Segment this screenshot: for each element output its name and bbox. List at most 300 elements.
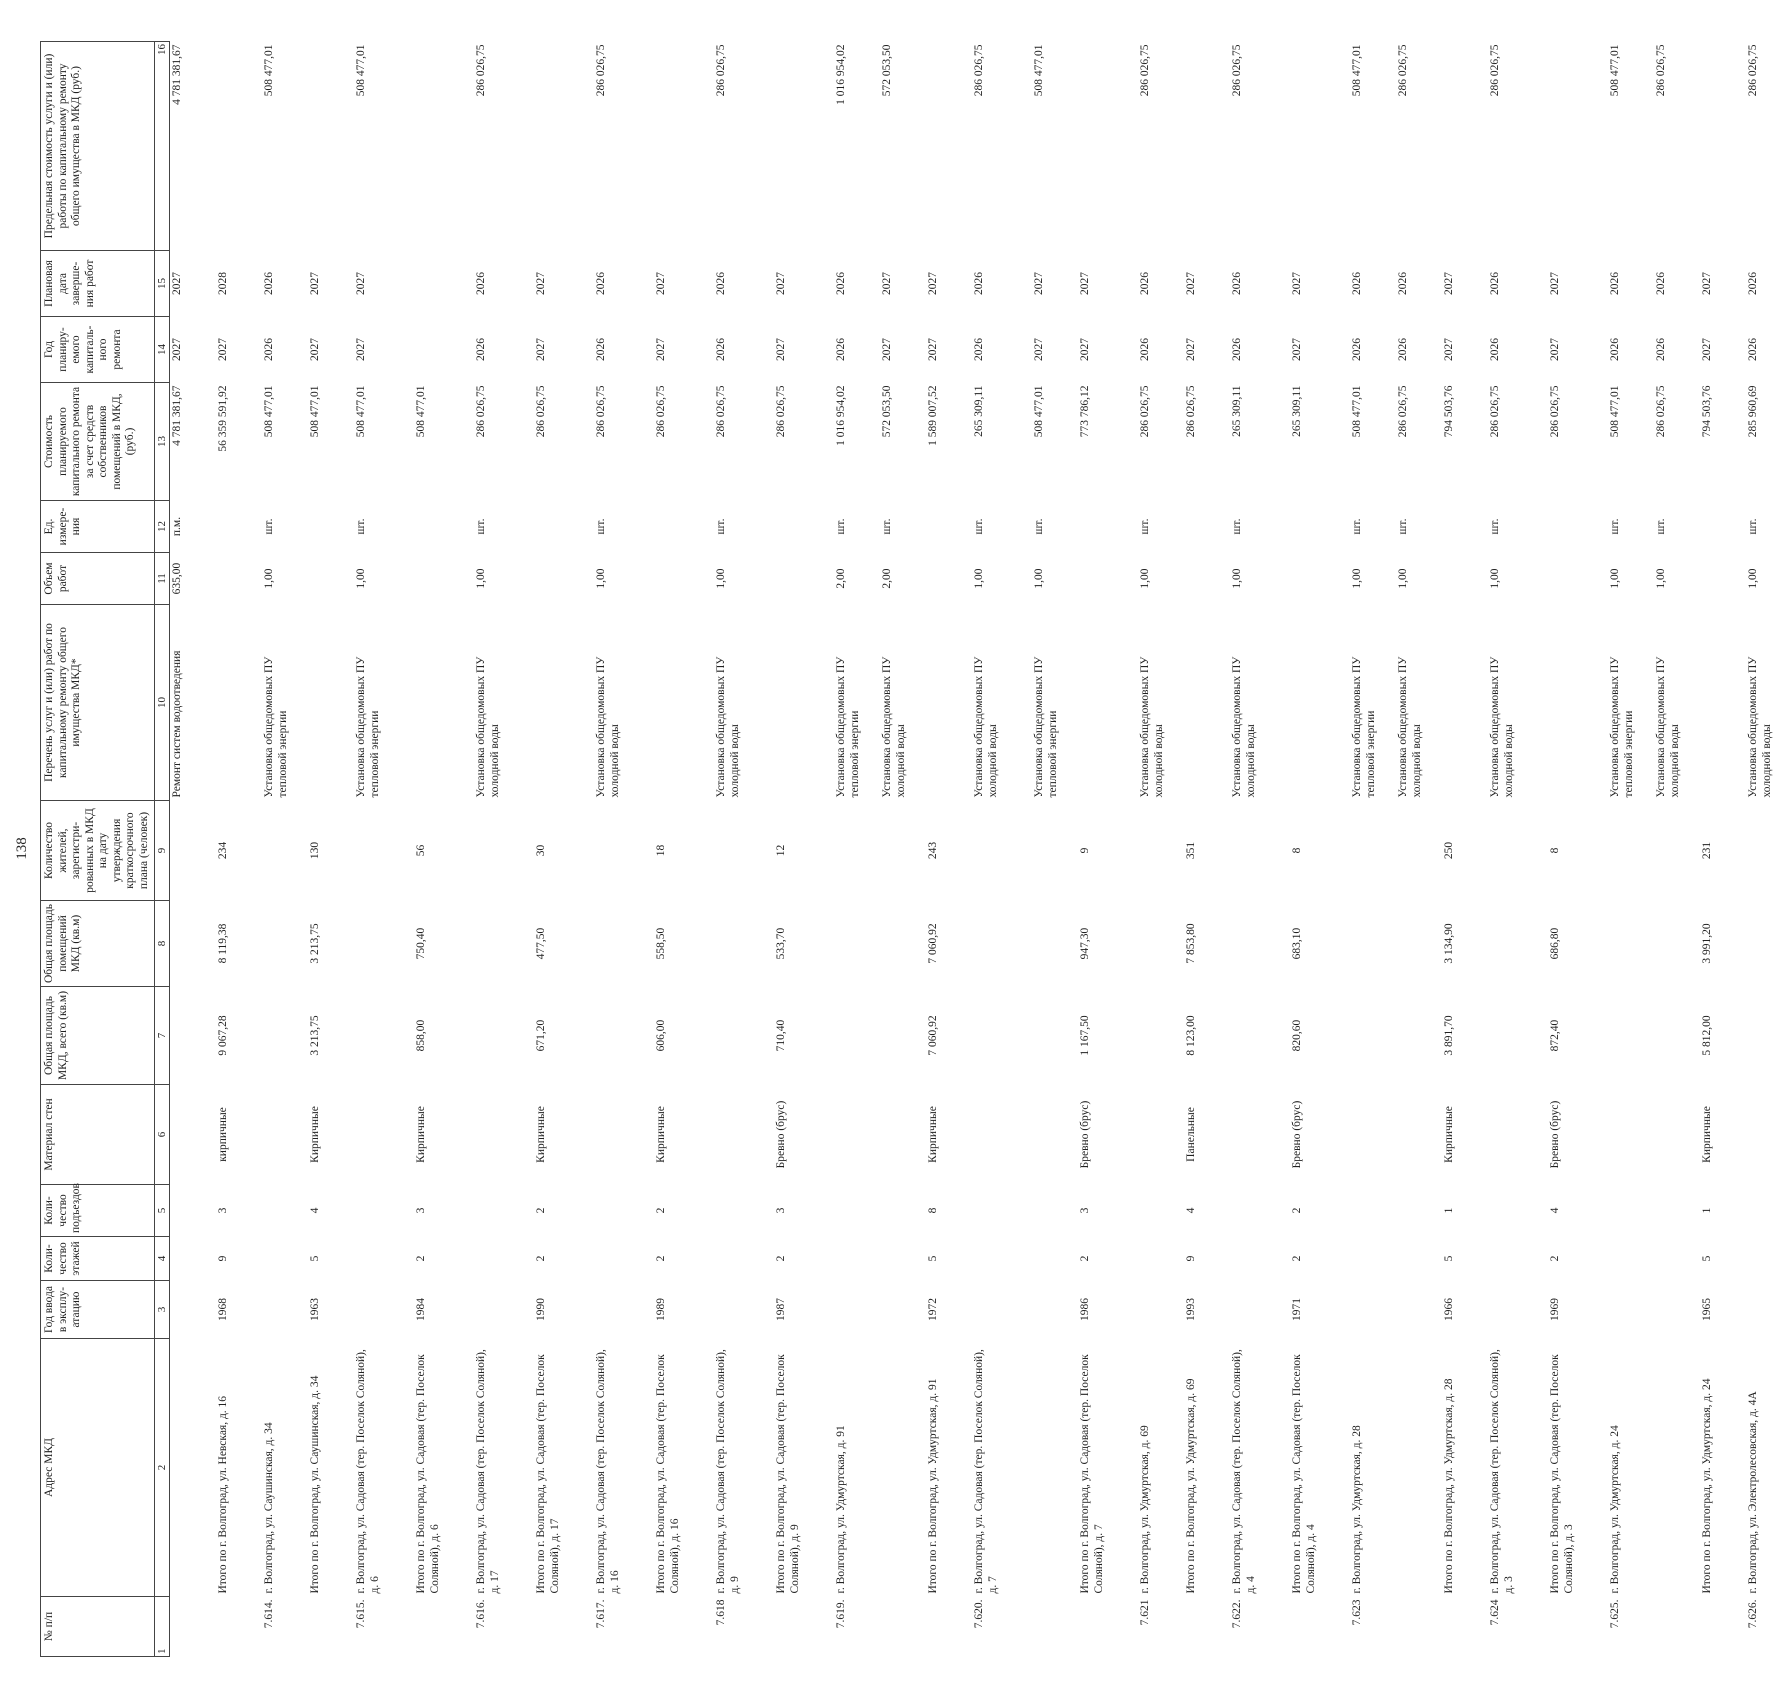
table-cell-col-12 — [926, 501, 972, 553]
table-cell-col-4 — [1488, 1237, 1548, 1281]
table-cell-col-15 — [414, 251, 474, 317]
table-cell-col-8 — [354, 901, 414, 987]
table-cell-col-11: 1,00 — [1397, 568, 1410, 589]
table-cell-col-13: 265 309,11 — [1231, 385, 1244, 437]
table-cell-col-13: 508 477,01 — [415, 385, 428, 438]
table-cell-col-7: 820,60 — [1291, 1019, 1304, 1052]
table-cell-col-2 — [1032, 1339, 1078, 1597]
table-cell-col-15: 2026 — [973, 272, 986, 295]
table-cell-col-8 — [834, 901, 880, 987]
table-cell-col-15: 2026 — [1139, 272, 1152, 295]
table-cell-col-16 — [1700, 42, 1746, 251]
table-cell-col-3 — [1608, 1281, 1654, 1339]
table-cell-col-5: 4 — [1185, 1207, 1198, 1214]
table-cell-col-2 — [880, 1339, 926, 1597]
table-cell-col-11 — [1078, 553, 1138, 605]
table-cell-col-12: шт. — [973, 518, 986, 535]
table-cell-col-5: 2 — [655, 1207, 668, 1214]
table-cell-col-2: г. Волгоград, ул. Удмуртская, д. 28 — [1351, 1425, 1364, 1594]
table-cell-col-3 — [1746, 1281, 1792, 1339]
table-cell-col-16 — [654, 42, 714, 251]
table-cell-col-6 — [1608, 1085, 1654, 1185]
header-cell: Количество жителей, зарегистри-рованных в МКД на дату утверждения краткосрочного плана (человек) — [41, 801, 155, 901]
table-cell-col-7: 3 213,75 — [309, 1015, 322, 1056]
table-cell-col-8: 683,10 — [1291, 927, 1304, 960]
table-cell-col-16: 286 026,75 — [1139, 44, 1152, 97]
table-cell-col-14: 2027 — [1291, 338, 1304, 361]
table-cell-col-6 — [714, 1085, 774, 1185]
table-cell-col-8 — [1746, 901, 1792, 987]
table-cell-col-2: г. Волгоград, ул. Электролесовская, д. 4А — [1747, 1391, 1760, 1594]
table-row — [354, 42, 414, 1657]
table-cell-col-14: 2027 — [1185, 338, 1198, 361]
table-cell-col-2: Итого по г. Волгоград, ул. Садовая (тер. Поселок Соляной), д. 9 — [775, 1354, 802, 1594]
table-cell-col-2 — [170, 1339, 217, 1597]
table-cell-col-12 — [1078, 501, 1138, 553]
table-cell-col-10: Установка общедомовых ПУ тепловой энергии — [835, 656, 862, 798]
table-cell-col-9 — [170, 801, 217, 901]
table-row — [1230, 42, 1290, 1657]
table-cell-col-2: г. Волгоград, ул. Садовая (тер. Поселок Соляной), д. 6 — [355, 1349, 382, 1594]
table-cell-col-10 — [1548, 605, 1608, 801]
table-cell-col-8: 947,30 — [1079, 927, 1092, 960]
table-cell-col-1 — [534, 1597, 594, 1657]
table-cell-col-16: 286 026,75 — [1655, 44, 1668, 97]
table-cell-col-13: 286 026,75 — [1549, 385, 1562, 438]
table-cell-col-13: 265 309,11 — [973, 385, 986, 437]
table-cell-col-14: 2027 — [1443, 338, 1456, 361]
table-cell-col-4: 2 — [1079, 1255, 1092, 1262]
table-cell-col-10: Установка общедомовых ПУ холодной воды — [1231, 656, 1258, 798]
table-cell-col-3: 1990 — [535, 1298, 548, 1321]
table-cell-col-3 — [1032, 1281, 1078, 1339]
table-cell-col-15: 2027 — [1443, 272, 1456, 295]
table-cell-col-8 — [1654, 901, 1700, 987]
table-cell-col-9 — [1746, 801, 1792, 901]
table-cell-col-16: 508 477,01 — [1033, 44, 1046, 97]
table-cell-col-11 — [926, 553, 972, 605]
table-cell-col-8 — [972, 901, 1032, 987]
header-cell: Предельная стоимость услуги и (или) работы по капитальному ремонту общего имущества в МКД (руб.) — [41, 42, 155, 251]
table-row-total — [774, 42, 834, 1657]
table-cell-col-1: 7.624 — [1489, 1599, 1502, 1626]
table-cell-col-6: Бревно (брус) — [1549, 1100, 1562, 1169]
table-cell-col-8: 7 853,80 — [1185, 923, 1198, 964]
table-cell-col-13: 286 026,75 — [1139, 385, 1152, 438]
table-cell-col-11: 1,00 — [1033, 568, 1046, 589]
table-cell-col-15: 2026 — [1747, 272, 1760, 295]
table-cell-col-16: 508 477,01 — [355, 44, 368, 97]
table-cell-col-14: 2027 — [1549, 338, 1562, 361]
table-cell-col-4: 5 — [1443, 1255, 1456, 1262]
table-cell-col-13: 286 026,75 — [1489, 385, 1502, 438]
header-cell: Общая площадь помещений МКД (кв.м) — [41, 901, 155, 987]
table-cell-col-9: 8 — [1549, 847, 1562, 854]
table-cell-col-7: 7 060,92 — [927, 1015, 940, 1056]
table-cell-col-8 — [1032, 901, 1078, 987]
table-row-total — [1078, 42, 1138, 1657]
table-cell-col-15: 2026 — [715, 272, 728, 295]
table-cell-col-1 — [216, 1597, 262, 1657]
table-cell-col-2 — [1396, 1339, 1442, 1597]
table-cell-col-13: 286 026,75 — [535, 385, 548, 438]
table-cell-col-14: 2026 — [1489, 338, 1502, 361]
table-cell-col-9 — [1230, 801, 1290, 901]
table-row — [1488, 42, 1548, 1657]
table-cell-col-15: 2027 — [171, 272, 184, 295]
table-cell-col-8 — [262, 901, 308, 987]
table-cell-col-11 — [1548, 553, 1608, 605]
table-cell-col-14: 2027 — [775, 338, 788, 361]
table-cell-col-11: 1,00 — [973, 568, 986, 589]
table-cell-col-10: Установка общедомовых ПУ холодной воды — [1747, 656, 1774, 798]
table-cell-col-12 — [308, 501, 354, 553]
table-row-total — [308, 42, 354, 1657]
table-cell-col-7 — [972, 987, 1032, 1085]
table-cell-col-16 — [1290, 42, 1350, 251]
table-cell-col-16 — [1548, 42, 1608, 251]
table-cell-col-14: 2027 — [881, 338, 894, 361]
table-cell-col-15: 2027 — [1549, 272, 1562, 295]
table-cell-col-13: 265 309,11 — [1291, 385, 1304, 437]
table-cell-col-6 — [170, 1085, 217, 1185]
table-cell-col-15: 2027 — [309, 272, 322, 295]
table-row — [1138, 42, 1184, 1657]
table-cell-col-12 — [414, 501, 474, 553]
table-cell-col-12 — [216, 501, 262, 553]
table-cell-col-5 — [170, 1185, 217, 1237]
table-cell-col-8 — [474, 901, 534, 987]
table-cell-col-1 — [1396, 1597, 1442, 1657]
table-cell-col-7: 606,00 — [655, 1019, 668, 1052]
table-cell-col-10 — [1290, 605, 1350, 801]
table-cell-col-12 — [1548, 501, 1608, 553]
table-cell-col-5: 1 — [1443, 1207, 1456, 1214]
table-cell-col-14: 2026 — [973, 338, 986, 361]
table-cell-col-6: Кирпичные — [309, 1106, 322, 1163]
table-cell-col-11: 1,00 — [1231, 568, 1244, 589]
table-cell-col-10 — [308, 605, 354, 801]
table-cell-col-8 — [1608, 901, 1654, 987]
table-cell-col-9 — [1032, 801, 1078, 901]
table-cell-col-9 — [880, 801, 926, 901]
table-cell-col-3: 1993 — [1185, 1298, 1198, 1321]
table-cell-col-12: шт. — [835, 518, 848, 535]
table-cell-col-2: Итого по г. Волгоград, ул. Удмуртская, д. 69 — [1185, 1378, 1198, 1594]
column-number: 16 — [154, 42, 170, 251]
table-cell-col-13: 286 026,75 — [655, 385, 668, 438]
table-cell-col-7: 710,40 — [775, 1019, 788, 1052]
table-cell-col-8 — [1138, 901, 1184, 987]
table-cell-col-4 — [880, 1237, 926, 1281]
table-cell-col-5: 1 — [1701, 1207, 1714, 1214]
table-cell-col-3: 1971 — [1291, 1298, 1304, 1321]
table-cell-col-4 — [714, 1237, 774, 1281]
header-cell: Стоимость планируемого капитального ремонта за счет средств собственников помещений в МКД, (руб.) — [41, 383, 155, 501]
table-cell-col-6 — [1488, 1085, 1548, 1185]
table-cell-col-3 — [1138, 1281, 1184, 1339]
table-cell-col-8: 558,50 — [655, 927, 668, 960]
table-cell-col-9 — [1396, 801, 1442, 901]
table-cell-col-15: 2027 — [1185, 272, 1198, 295]
table-cell-col-9: 250 — [1443, 841, 1456, 860]
table-cell-col-1: 7.622. — [1231, 1599, 1244, 1629]
table-cell-col-7 — [1350, 987, 1396, 1085]
table-cell-col-4: 2 — [1549, 1255, 1562, 1262]
table-cell-col-10 — [774, 605, 834, 801]
table-cell-col-7: 858,00 — [415, 1019, 428, 1052]
table-cell-col-5 — [1230, 1185, 1290, 1237]
table-cell-col-3 — [1230, 1281, 1290, 1339]
table-cell-col-14: 2026 — [475, 338, 488, 361]
table-row — [1396, 42, 1442, 1657]
table-cell-col-14: 2027 — [1701, 338, 1714, 361]
table-cell-col-5 — [354, 1185, 414, 1237]
table-cell-col-5 — [262, 1185, 308, 1237]
table-cell-col-16: 508 477,01 — [1609, 44, 1622, 97]
table-cell-col-8: 3 991,20 — [1701, 923, 1714, 964]
table-cell-col-12 — [1442, 501, 1488, 553]
table-cell-col-1 — [774, 1597, 834, 1657]
table-cell-col-10: Установка общедомовых ПУ холодной воды — [973, 656, 1000, 798]
column-number-row — [154, 42, 170, 1657]
table-cell-col-2: г. Волгоград, ул. Садовая (тер. Поселок Соляной), д. 3 — [1489, 1349, 1516, 1594]
table-cell-col-9 — [1654, 801, 1700, 901]
table-cell-col-16: 572 053,50 — [881, 44, 894, 97]
header-cell: Адрес МКД — [41, 1339, 155, 1597]
table-cell-col-2: Итого по г. Волгоград, ул. Садовая (тер. Поселок Соляной), д. 4 — [1291, 1354, 1318, 1594]
table-cell-col-8 — [1350, 901, 1396, 987]
column-number: 8 — [154, 901, 170, 987]
table-cell-col-15: 2027 — [1033, 272, 1046, 295]
table-cell-col-7 — [834, 987, 880, 1085]
table-cell-col-2: Итого по г. Волгоград, ул. Удмуртская, д. 91 — [927, 1378, 940, 1594]
table-cell-col-10 — [1442, 605, 1488, 801]
table-row-total — [1442, 42, 1488, 1657]
table-cell-col-12: шт. — [1655, 518, 1668, 535]
table-row — [880, 42, 926, 1657]
table-cell-col-6: Бревно (брус) — [1291, 1100, 1304, 1169]
table-cell-col-12: шт. — [881, 518, 894, 535]
table-cell-col-8: 477,50 — [535, 927, 548, 960]
column-number: 7 — [154, 987, 170, 1085]
table-cell-col-13: 286 026,75 — [1185, 385, 1198, 438]
column-number: 4 — [154, 1237, 170, 1281]
table-cell-col-11: 1,00 — [595, 568, 608, 589]
table-cell-col-1 — [654, 1597, 714, 1657]
column-number: 14 — [154, 317, 170, 383]
table-cell-col-2: Итого по г. Волгоград, ул. Садовая (тер. Поселок Соляной), д. 17 — [535, 1354, 562, 1594]
table-cell-col-15: 2028 — [217, 272, 230, 295]
table-cell-col-5 — [1138, 1185, 1184, 1237]
table-cell-col-2: г. Волгоград, ул. Садовая (тер. Поселок Соляной), д. 4 — [1231, 1349, 1258, 1594]
table-cell-col-5 — [1032, 1185, 1078, 1237]
table-cell-col-13: 286 026,75 — [595, 385, 608, 438]
header-cell: Год планиру-емого капиталь-ного ремонта — [41, 317, 155, 383]
table-cell-col-2: г. Волгоград, ул. Садовая (тер. Поселок Соляной), д. 7 — [973, 1349, 1000, 1594]
table-cell-col-7 — [594, 987, 654, 1085]
table-cell-col-4: 2 — [415, 1255, 428, 1262]
table-row — [972, 42, 1032, 1657]
table-cell-col-10 — [1078, 605, 1138, 801]
table-cell-col-5: 2 — [1291, 1207, 1304, 1214]
table-cell-col-11: 1,00 — [1609, 568, 1622, 589]
table-cell-col-4: 2 — [1291, 1255, 1304, 1262]
table-cell-col-1 — [926, 1597, 972, 1657]
table-cell-col-8 — [1396, 901, 1442, 987]
table-cell-col-1: 7.621 — [1139, 1599, 1152, 1626]
table-cell-col-12: шт. — [263, 518, 276, 535]
table-cell-col-5 — [1608, 1185, 1654, 1237]
table-cell-col-12 — [654, 501, 714, 553]
table-cell-col-3 — [1488, 1281, 1548, 1339]
table-cell-col-3 — [170, 1281, 217, 1339]
table-cell-col-6 — [1746, 1085, 1792, 1185]
table-cell-col-4: 5 — [309, 1255, 322, 1262]
table-cell-col-16 — [926, 42, 972, 251]
table-row-total — [1184, 42, 1230, 1657]
table-cell-col-11 — [1184, 553, 1230, 605]
table-row — [1350, 42, 1396, 1657]
table-cell-col-15: 2027 — [1079, 272, 1092, 295]
table-cell-col-6 — [1396, 1085, 1442, 1185]
table-cell-col-1: 7.617. — [595, 1599, 608, 1629]
table-cell-col-4 — [1230, 1237, 1290, 1281]
page-number: 138 — [14, 837, 30, 860]
table-cell-col-10: Установка общедомовых ПУ тепловой энергии — [1351, 656, 1378, 798]
table-row — [834, 42, 880, 1657]
table-row — [1654, 42, 1700, 1657]
table-cell-col-8: 533,70 — [775, 927, 788, 960]
table-cell-col-1: 7.625. — [1609, 1599, 1622, 1629]
table-cell-col-15: 2027 — [927, 272, 940, 295]
table-cell-col-14: 2026 — [263, 338, 276, 361]
table-cell-col-11: 1,00 — [475, 568, 488, 589]
table-cell-col-1 — [1700, 1597, 1746, 1657]
table-cell-col-16 — [1078, 42, 1138, 251]
table-cell-col-4 — [354, 1237, 414, 1281]
table-cell-col-14: 2027 — [655, 338, 668, 361]
table-cell-col-5: 2 — [535, 1207, 548, 1214]
table-cell-col-14: 2027 — [309, 338, 322, 361]
table-cell-col-7: 872,40 — [1549, 1019, 1562, 1052]
table-cell-col-7 — [1032, 987, 1078, 1085]
header-cell: Ед. измере-ния — [41, 501, 155, 553]
table-cell-col-4: 5 — [1701, 1255, 1714, 1262]
table-cell-col-12: шт. — [1747, 518, 1760, 535]
table-cell-col-12: шт. — [475, 518, 488, 535]
table-cell-col-13: 508 477,01 — [309, 385, 322, 438]
table-cell-col-11 — [414, 553, 474, 605]
table-cell-col-12 — [1184, 501, 1230, 553]
table-cell-col-3 — [474, 1281, 534, 1339]
table-cell-col-12: п.м. — [171, 516, 184, 537]
header-cell: Плановая дата заверше-ния работ — [41, 251, 155, 317]
table-cell-col-12 — [1290, 501, 1350, 553]
table-cell-col-13: 286 026,75 — [1655, 385, 1668, 438]
table-cell-col-9: 243 — [927, 841, 940, 860]
table-cell-col-16 — [414, 42, 474, 251]
table-cell-col-10: Установка общедомовых ПУ холодной воды — [1397, 656, 1424, 798]
table-cell-col-1: 7.623 — [1351, 1599, 1364, 1626]
column-number: 5 — [154, 1185, 170, 1237]
table-cell-col-4 — [594, 1237, 654, 1281]
table-cell-col-10: Установка общедомовых ПУ тепловой энергии — [263, 656, 290, 798]
table-cell-col-2: г. Волгоград, ул. Садовая (тер. Поселок Соляной), д. 9 — [715, 1349, 742, 1594]
table-cell-col-4: 5 — [927, 1255, 940, 1262]
table-cell-col-8: 7 060,92 — [927, 923, 940, 964]
table-cell-col-4 — [170, 1237, 217, 1281]
table-cell-col-6: Панельные — [1185, 1107, 1198, 1162]
header-cell: Объем работ — [41, 553, 155, 605]
table-cell-col-3: 1987 — [775, 1298, 788, 1321]
table-cell-col-5 — [1488, 1185, 1548, 1237]
table-cell-col-10 — [216, 605, 262, 801]
table-cell-col-13: 508 477,01 — [1033, 385, 1046, 438]
table-cell-col-14: 2026 — [715, 338, 728, 361]
table-cell-col-16: 286 026,75 — [1397, 44, 1410, 97]
table-cell-col-14: 2027 — [355, 338, 368, 361]
table-cell-col-2: г. Волгоград, ул. Удмуртская, д. 91 — [835, 1425, 848, 1594]
table-cell-col-4: 2 — [775, 1255, 788, 1262]
table-row-total — [654, 42, 714, 1657]
table-cell-col-2: г. Волгоград, ул. Саушинская, д. 34 — [263, 1422, 276, 1594]
table-cell-col-14: 2027 — [927, 338, 940, 361]
table-row-total — [926, 42, 972, 1657]
table-cell-col-6: кирпичные — [217, 1107, 230, 1162]
table-cell-col-7 — [1230, 987, 1290, 1085]
table-cell-col-6: Бревно (брус) — [775, 1100, 788, 1169]
table-cell-col-15: 2027 — [881, 272, 894, 295]
table-cell-col-12: шт. — [1489, 518, 1502, 535]
table-cell-col-11 — [216, 553, 262, 605]
table-cell-col-3 — [354, 1281, 414, 1339]
table-cell-col-14: 2027 — [535, 338, 548, 361]
table-cell-col-7 — [714, 987, 774, 1085]
table-cell-col-9: 30 — [535, 844, 548, 857]
table-cell-col-6 — [1230, 1085, 1290, 1185]
table-cell-col-7 — [262, 987, 308, 1085]
table-cell-col-5 — [1350, 1185, 1396, 1237]
table-cell-col-1 — [880, 1597, 926, 1657]
table-cell-col-11 — [1290, 553, 1350, 605]
table-cell-col-15: 2026 — [1489, 272, 1502, 295]
table-cell-col-5 — [1654, 1185, 1700, 1237]
table-cell-col-11 — [1442, 553, 1488, 605]
table-cell-col-15: 2026 — [1655, 272, 1668, 295]
table-cell-col-6: Бревно (брус) — [1079, 1100, 1092, 1169]
table-cell-col-3 — [1350, 1281, 1396, 1339]
table-cell-col-9 — [354, 801, 414, 901]
table-cell-col-7 — [1746, 987, 1792, 1085]
table-cell-col-4 — [1654, 1237, 1700, 1281]
table-cell-col-8 — [594, 901, 654, 987]
table-cell-col-11 — [534, 553, 594, 605]
table-cell-col-4 — [1350, 1237, 1396, 1281]
table-cell-col-2: Итого по г. Волгоград, ул. Невская, д. 16 — [217, 1395, 230, 1594]
table-row — [1032, 42, 1078, 1657]
table-cell-col-3: 1963 — [309, 1298, 322, 1321]
table-cell-col-11: 1,00 — [715, 568, 728, 589]
table-cell-col-7 — [880, 987, 926, 1085]
header-cell: Коли-чество этажей — [41, 1237, 155, 1281]
table-cell-col-15: 2026 — [835, 272, 848, 295]
table-cell-col-6 — [880, 1085, 926, 1185]
table-cell-col-14: 2026 — [1231, 338, 1244, 361]
table-cell-col-4: 2 — [655, 1255, 668, 1262]
table-cell-col-10: Установка общедомовых ПУ холодной воды — [1139, 656, 1166, 798]
table-cell-col-7: 671,20 — [535, 1019, 548, 1052]
